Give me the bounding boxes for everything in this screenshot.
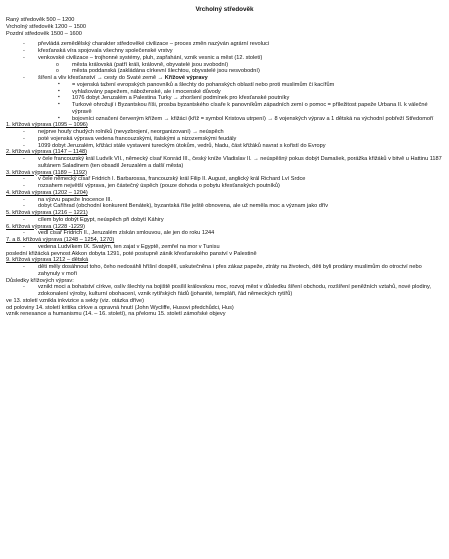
dash-bullet-icon: - <box>23 75 25 81</box>
section-heading: 2. křížová výprava (1147 – 1148) <box>6 149 87 156</box>
paragraph-line: poslední křižácká pevnost Akkon dobyta 1291, poté postupně zánik křesťanského panství v Palestině <box>6 250 257 257</box>
section-heading: 9. křížová výprava 1212 – dětská <box>6 257 89 264</box>
dash-bullet-icon: - <box>23 230 25 237</box>
list-item: - převládá zemědělský charakter středověké civilizace – proces změn nazýván agrární revoluci <box>23 41 270 48</box>
square-bullet-icon: ▪ <box>58 102 60 107</box>
period-line: Pozdní středověk 1500 – 1600 <box>6 30 82 37</box>
consequences-heading: Důsledky křížových výprav: <box>6 277 74 284</box>
dash-bullet-icon: - <box>23 203 25 210</box>
list-item: - v čele francouzský král Ludvík VII., německý císař Konrád III., český kníže Vladislav II. → neúspěšný pokus dobýt Damašek, porážka křižáků v bitvě u Hattinu 1187 sultánem Saladinem (ten obsadil Jeruzalém a další města) <box>23 156 442 169</box>
section-heading: 4. křížová výprava (1202 – 1204) <box>6 189 88 196</box>
square-bullet-icon: ▪ <box>58 88 60 94</box>
list-item: - v čele německý císař Fridrich I. Barbarossa, francouzský král Filip II. August, anglický král Richard Lví Srdce <box>23 176 306 183</box>
dash-bullet-icon: - <box>23 216 25 223</box>
period-line: Vrcholný středověk 1200 – 1500 <box>6 23 87 30</box>
list-item: - děti měly dosáhnout toho, čeho nedosáhli hříšní dospělí, uskutečněna i přes zákaz papeže, ztráty na životech, děti byli prodány muslimům do otroctví nebo zahynuly v moři <box>23 264 422 277</box>
square-bullet-icon: ▪ <box>58 115 60 121</box>
list-item: - vedl císař Fridrich II., Jeruzalém získán smlouvou, ale jen do roku 1244 <box>23 230 215 237</box>
dash-bullet-icon: - <box>23 48 25 54</box>
section-heading: 3. křížová výprava (1189 – 1192) <box>6 169 87 176</box>
paragraph-line: vznik renesance a humanismu (14. – 16. století), na přelomu 15. století zámořské objevy <box>6 311 226 318</box>
period-line: Raný středověk 500 – 1200 <box>6 17 75 23</box>
list-item: - šíření a vliv křesťanství → cesty do Svaté země → Křížové výpravy <box>23 75 208 81</box>
dash-bullet-icon: - <box>23 196 25 203</box>
list-item: o města poddanská (zakládána církevní šlechtou, obyvatelé jsou nesvobodní) <box>56 68 260 75</box>
list-item: - vznikt moci a bohatství církve, oslív šlechty na bojiště posílil královskou moc, rozvoj měst v důsledku šíření obchodu, rozšíření peněžních vztahů, nové plodiny, zdokonalení výroby, kulturní obohacení, vznik rytířských řádů (johanité, templáři, řád německých rytířů) <box>23 284 431 297</box>
dash-bullet-icon: - <box>23 176 25 183</box>
square-bullet-icon: ▪ <box>58 81 60 87</box>
list-item: ▪ bojovníci označeni červeným křížem → křižáci (kříž = symbol Kristova utrpení) → 8 vojenských výprav a 1 dětská na východní pobřeží Středomoří <box>58 115 434 122</box>
section-heading: 1. křížová výprava (1095 – 1096) <box>6 122 88 129</box>
list-item: ▪ 1076 dobyt Jeruzalém a Palestina Turky → zhoršení podmínek pro křesťanské poutníky <box>58 95 290 102</box>
list-item: - křesťanská víra spojovala všechny společenské vrstvy <box>23 48 173 54</box>
list-item: o města královská (patří králi, královně, obyvatelé jsou svobodní) <box>56 61 229 68</box>
section-heading: 6. křížová výprava (1228 -1229) <box>6 223 85 230</box>
dash-bullet-icon: - <box>23 156 25 162</box>
square-bullet-icon: ▪ <box>58 95 60 101</box>
circle-bullet-icon: o <box>56 68 59 75</box>
dash-bullet-icon: - <box>23 142 25 149</box>
list-item: - vedena Ludvíkem IX. Svatým, ten zajat v Egyptě, zemřel na mor v Tunisu <box>23 243 220 250</box>
list-item: - 1099 dobyt Jeruzalém, křižáci stále vystaveni tureckým útokům, vedrů, hladu, část křižáků navrat s kořistí do Evropy <box>23 142 326 149</box>
section-heading: 5. křížová výprava (1216 – 1221) <box>6 210 88 216</box>
crusades-term: Křížové výpravy <box>164 75 208 81</box>
paragraph-line: ve 13. století vznikla inkvizice a sekty (viz. otázka dříve) <box>6 297 145 304</box>
list-item: ▪ = vojenská tažení evropských panovníků a šlechty do pohanských oblastí nebo proti muslimům či kacířům <box>58 81 335 88</box>
dash-bullet-icon: - <box>23 264 25 270</box>
list-item: - cílem bylo dobýt Egypt, neúspěch při dobytí Káhiry <box>23 216 164 223</box>
list-item: - poté vojenská výprava vedena francouzskými, italskými a nizozemskými feudály <box>23 135 237 142</box>
list-item: ▪ vyhlašovány papežem, náboženské, ale i mocenské důvody <box>58 88 221 95</box>
list-item: - rozsahem největší výprava, jen částečný úspěch (pouze dohoda o pobytu křesťanských poutníků) <box>23 183 280 189</box>
list-item: - nejprve houfy chudých rolníků (nevyzbrojení, neorganizovaní) → neúspěch <box>23 129 224 135</box>
paragraph-line: od poloviny 14. století kritika církve a opravná hnutí (John Wycliffe, Husovi předchůdci, Hus) <box>6 304 234 311</box>
list-item: - na výzvu papeže Inocence III. <box>23 196 113 203</box>
dash-bullet-icon: - <box>23 284 25 291</box>
list-item: - venkovské civilizace – trojhonné systémy, pluh, zapřahání, vznik vesnic a měst (12. století) <box>23 54 263 61</box>
section-heading: 7. a 8. křížová výprava (1248 – 1254, 1270) <box>6 237 115 243</box>
document-body <box>6 17 443 318</box>
dash-bullet-icon: - <box>23 183 25 189</box>
dash-bullet-icon: - <box>23 243 25 250</box>
page-title: Vrcholný středověk <box>195 6 254 13</box>
circle-bullet-icon: o <box>56 61 59 68</box>
list-item: - dobyt Cařihrad (obchodní konkurent Benátek), byzantská říše ještě obnovena, ale už neměla moc a význam jako dřív <box>23 203 329 210</box>
dash-bullet-icon: - <box>23 54 25 61</box>
list-item: ▪ Turkové ohrožují i Byzantskou říši, prosba byzantského císaře k panovníkům západních zemí o pomoc = příležitost papeže Urbana II. k válečné výpravě <box>58 102 428 115</box>
dash-bullet-icon: - <box>23 135 25 142</box>
dash-bullet-icon: - <box>23 129 25 135</box>
dash-bullet-icon: - <box>23 41 25 48</box>
